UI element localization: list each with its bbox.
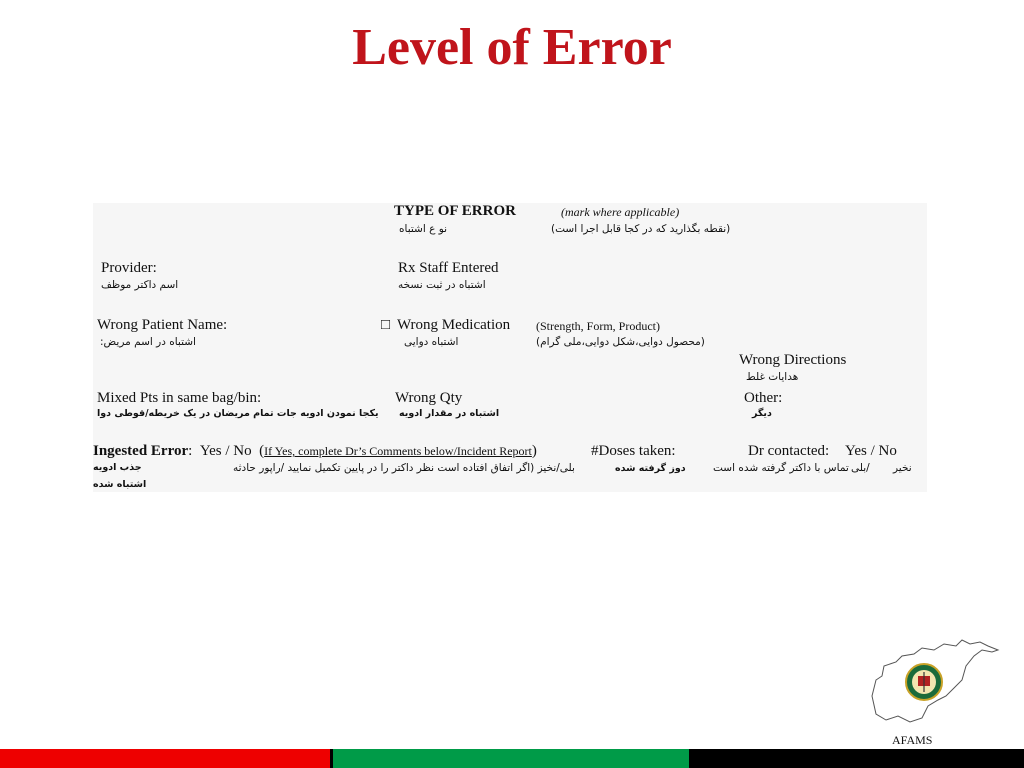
strength-form-product-label: (Strength, Form, Product) [536, 319, 660, 333]
afams-logo-text: AFAMS [892, 733, 933, 747]
afghanistan-map-emblem-icon [862, 636, 1002, 736]
other-fa: دیگر [752, 408, 772, 419]
wrong-medication-checkbox: □ [381, 317, 391, 333]
footer-bar-green [333, 749, 689, 768]
ingested-yes-no: Yes / No [199, 443, 252, 459]
wrong-qty-fa: اشتباه در مقدار ادویه [399, 408, 500, 419]
rx-staff-fa: اشتباه در ثبت نسخه [398, 279, 486, 291]
dr-contacted-fa: تماس با داکتر گرفته شده است [713, 462, 849, 474]
slide-title: Level of Error [352, 19, 672, 76]
ingested-error-colon: : [188, 443, 193, 459]
mixed-pts-fa: یکجا نمودن ادویه جات تمام مریضان در یک خریطه/قوطی دوا [97, 408, 379, 419]
rx-staff-label: Rx Staff Entered [398, 260, 499, 276]
ingested-paren-close: ) [531, 443, 537, 459]
dr-no-fa: نخیر [893, 462, 912, 474]
mark-where-applicable-note: (mark where applicable) [561, 205, 680, 219]
ingested-error-fa-line1: جذب ادویه [93, 462, 142, 473]
ingested-instruction: If Yes, complete Dr’s Comments below/Incident Report [264, 444, 532, 458]
ingested-error-line [93, 443, 537, 460]
ingested-instruction-fa: بلی/نخیز (اگر اتفاق افتاده است نظر داکتر را در پایین تکمیل نمایید /راپور حادثه [233, 462, 575, 474]
wrong-qty-label: Wrong Qty [395, 390, 463, 406]
strength-form-product-fa: (محصول دوایی،شکل دوایی،ملی گرام) [536, 336, 705, 348]
doses-taken-fa: دوز گرفته شده [615, 463, 686, 474]
provider-fa: اسم داکتر موظف [101, 279, 179, 291]
provider-label: Provider: [101, 260, 157, 276]
wrong-patient-fa: اشتباه در اسم مریض: [100, 336, 196, 348]
type-of-error-heading: TYPE OF ERROR [394, 203, 516, 219]
mark-where-applicable-fa: (نقطه بگذارید که در کجا قابل اجرا است) [551, 223, 731, 235]
ingested-paren-open: ( [259, 443, 265, 459]
wrong-medication-label: Wrong Medication [397, 317, 511, 333]
dr-yes-fa: /بلی [851, 462, 870, 474]
footer-bar-red [0, 749, 330, 768]
other-label: Other: [744, 390, 783, 406]
ingested-error-fa-line2: اشتباه شده [93, 479, 147, 490]
dr-contacted-yes-no: Yes / No [845, 443, 897, 459]
wrong-directions-label: Wrong Directions [739, 352, 847, 368]
mixed-pts-label: Mixed Pts in same bag/bin: [97, 390, 262, 406]
error-form-image [93, 203, 927, 492]
wrong-directions-fa: هدایات غلط [746, 371, 799, 383]
wrong-medication-fa: اشتباه دوایی [404, 336, 459, 348]
afams-logo [862, 636, 1002, 736]
wrong-patient-label: Wrong Patient Name: [97, 317, 228, 333]
type-of-error-fa: نو ع اشتباه [399, 223, 448, 235]
dr-contacted-label: Dr contacted: [748, 443, 830, 459]
doses-taken-label: #Doses taken: [591, 443, 676, 459]
ingested-error-label: Ingested Error [93, 443, 189, 459]
